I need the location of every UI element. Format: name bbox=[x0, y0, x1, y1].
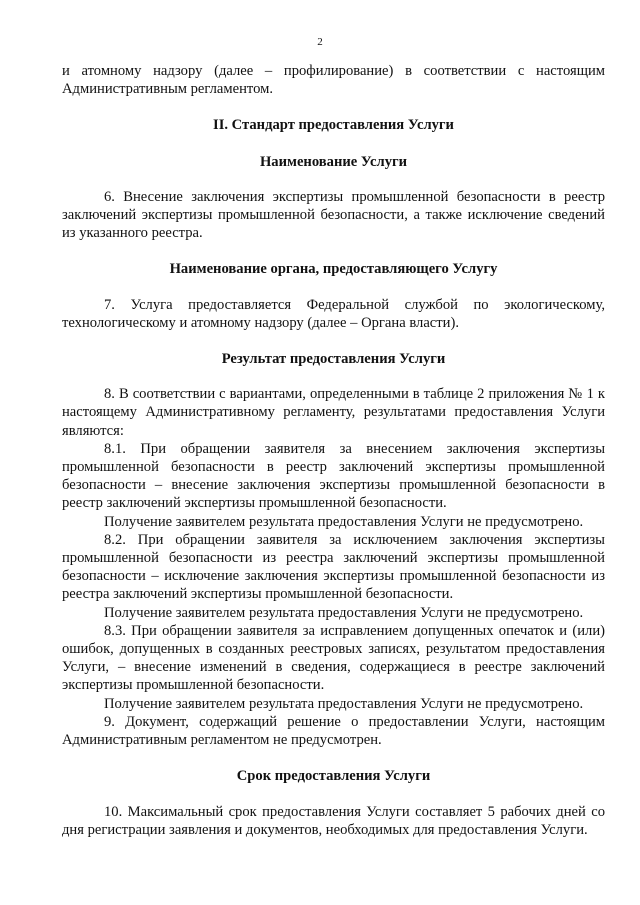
heading-term: Срок предоставления Услуги bbox=[236, 768, 431, 785]
document-body bbox=[62, 62, 605, 839]
paragraph-8-1: 8.1. При обращении заявителя за внесением заключения экспертизы промышленной безопасности в реестр заключений экспертизы промышленной безопасности – внесение заключения экспертизы промышленной безопасности в реестр заключений экспертизы промышленной безопасности. bbox=[62, 440, 605, 512]
paragraph-10: 10. Максимальный срок предоставления Услуги составляет 5 рабочих дней со дня регистрации заявления и документов, необходимых для предоставления Услуги. bbox=[62, 803, 605, 838]
paragraph-8-3: 8.3. При обращении заявителя за исправлением допущенных опечаток и (или) ошибок, допущенных в созданных реестровых записях, результатом предоставления Услуги, – внесение изменений в сведения, содержащиеся в реестре заключений экспертизы промышленной безопасности. bbox=[62, 622, 605, 694]
paragraph-8-2-note: Получение заявителем результата предоставления Услуги не предусмотрено. bbox=[104, 604, 584, 621]
paragraph-8-1-note: Получение заявителем результата предоставления Услуги не предусмотрено. bbox=[104, 513, 584, 530]
intro-paragraph: и атомному надзору (далее – профилирование) в соответствии с настоящим Административным регламентом. bbox=[62, 63, 605, 98]
paragraph-8-2: 8.2. При обращении заявителя за исключением заключения экспертизы промышленной безопасности из реестра заключений экспертизы промышленной безопасности – исключение заключения экспертизы промышленной безопасности из реестра заключений экспертизы промышленной безопасности. bbox=[62, 531, 605, 603]
page-number: 2 bbox=[317, 36, 323, 48]
paragraph-8: 8. В соответствии с вариантами, определенными в таблице 2 приложения № 1 к настоящему Административному регламенту, результатами предоставления Услуги являются: bbox=[62, 386, 605, 439]
heading-service-name: Наименование Услуги bbox=[259, 153, 408, 170]
heading-organ-name: Наименование органа, предоставляющего Услугу bbox=[169, 261, 498, 278]
paragraph-9: 9. Документ, содержащий решение о предоставлении Услуги, настоящим Административным регламентом не предусмотрен. bbox=[62, 713, 605, 749]
heading-result: Результат предоставления Услуги bbox=[221, 351, 446, 368]
paragraph-7: 7. Услуга предоставляется Федеральной службой по экологическому, технологическому и атомному надзору (далее – Органа власти). bbox=[62, 296, 605, 331]
paragraph-6: 6. Внесение заключения экспертизы промышленной безопасности в реестр заключений экспертизы промышленной безопасности, а также исключение сведений из указанного реестра. bbox=[62, 188, 605, 242]
section-title: II. Стандарт предоставления Услуги bbox=[213, 117, 454, 134]
paragraph-8-3-note: Получение заявителем результата предоставления Услуги не предусмотрено. bbox=[104, 695, 584, 712]
